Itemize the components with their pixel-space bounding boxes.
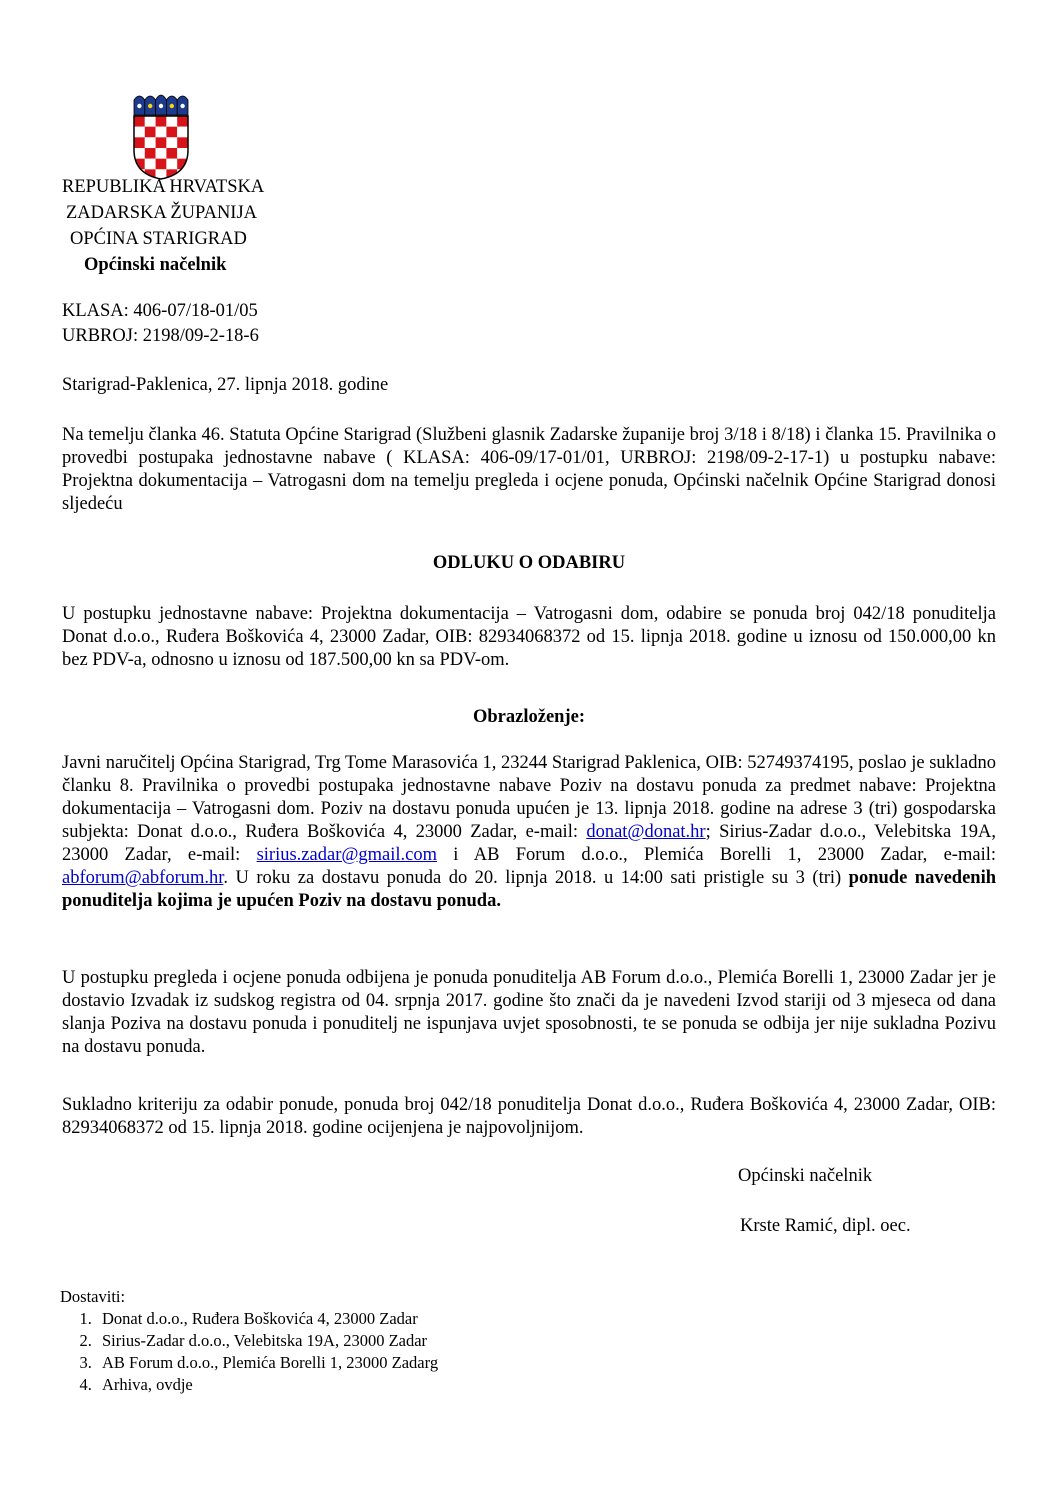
delivery-item: 3. AB Forum d.o.o., Plemića Borelli 1, 23000 Zadarg xyxy=(96,1352,438,1374)
crest-square xyxy=(145,137,156,148)
crest-square xyxy=(156,159,167,170)
intro-paragraph: Na temelju članka 46. Statuta Općine Starigrad (Službeni glasnik Zadarske županije broj 3/18 i 8/18) i članka 15. Pravilnika o provedbi postupaka jednostavne nabave ( KLASA: 406-09/17-01/01, URBROJ: 2198/09-2-17-1) u postupku nabave: Projektna dokumentacija – Vatrogasni dom na temelju pregleda i ocjene ponuda, Općinski načelnik Općine Starigrad donosi sljedeću xyxy=(62,425,996,514)
reasoning-text-4: . U roku za dostavu ponuda do 20. lipnja 2018. u 14:00 sati pristigle su 3 (tri) xyxy=(223,868,849,888)
delivery-item: 1. Donat d.o.o., Ruđera Boškovića 4, 23000 Zadar xyxy=(96,1308,438,1330)
crest-square xyxy=(156,148,167,159)
reasoning-text-2: ; Sirius-Zadar d.o.o., Velebitska 19A, 23000 Zadar, e-mail: xyxy=(62,822,997,865)
header-municipality: OPĆINA STARIGRAD xyxy=(70,229,247,249)
crest-square xyxy=(134,137,145,148)
signature-role: Općinski načelnik xyxy=(738,1166,873,1186)
crest-square xyxy=(145,127,156,138)
delivery-list xyxy=(60,1286,438,1396)
signature-name: Krste Ramić, dipl. oec. xyxy=(740,1216,911,1236)
crest-square xyxy=(166,137,177,148)
delivery-item: 2. Sirius-Zadar d.o.o., Velebitska 19A, 23000 Zadar xyxy=(96,1330,438,1352)
crest-square xyxy=(156,127,167,138)
reasoning-text-5: ponude navedenih ponuditelja kojima je upućen Poziv na dostavu ponuda. xyxy=(62,868,996,911)
crest-square xyxy=(177,127,188,138)
klasa: KLASA: 406-07/18-01/05 xyxy=(62,301,258,321)
crest-square xyxy=(177,148,188,159)
urbroj: URBROJ: 2198/09-2-18-6 xyxy=(62,326,259,346)
crown-emblem xyxy=(148,104,152,108)
crest-square xyxy=(166,116,177,127)
croatian-coat-of-arms-icon xyxy=(130,88,192,180)
crest-square xyxy=(145,148,156,159)
crest-square xyxy=(156,137,167,148)
issuer-header xyxy=(62,176,264,280)
crest-square xyxy=(145,159,156,170)
crown-emblem xyxy=(159,104,163,108)
crest-square xyxy=(134,148,145,159)
crest-square xyxy=(177,116,188,127)
crest-square xyxy=(166,148,177,159)
crown-emblem xyxy=(137,104,141,108)
crest-square xyxy=(145,116,156,127)
reasoning-title: Obrazloženje: xyxy=(473,707,585,727)
header-county: ZADARSKA ŽUPANIJA xyxy=(66,203,258,223)
decision-title: ODLUKU O ODABIRU xyxy=(432,553,626,573)
email-link-donat[interactable]: donat@donat.hr xyxy=(586,822,706,842)
email-link-sirius[interactable]: sirius.zadar@gmail.com xyxy=(256,845,437,865)
crown-emblem xyxy=(170,104,174,108)
email-link-abforum[interactable]: abforum@abforum.hr xyxy=(62,868,224,888)
place-date: Starigrad-Paklenica, 27. lipnja 2018. godine xyxy=(62,375,389,395)
reference-block xyxy=(62,300,259,350)
crest-square xyxy=(134,116,145,127)
reasoning-text-3: i AB Forum d.o.o., Plemića Borelli 1, 23000 Zadar, e-mail: xyxy=(437,845,996,865)
header-office: Općinski načelnik xyxy=(84,255,227,275)
crest-square xyxy=(134,127,145,138)
crest-square xyxy=(166,127,177,138)
decision-paragraph: U postupku jednostavne nabave: Projektna dokumentacija – Vatrogasni dom, odabire se ponuda broj 042/18 ponuditelja Donat d.o.o., Ruđera Boškovića 4, 23000 Zadar, OIB: 82934068372 od 15. lipnja 2018. godine u iznosu od 150.000,00 kn bez PDV-a, odnosno u iznosu od 187.500,00 kn sa PDV-om. xyxy=(62,604,996,670)
crown-emblem xyxy=(180,104,184,108)
conclusion-paragraph: Sukladno kriteriju za odabir ponude, ponuda broj 042/18 ponuditelja Donat d.o.o., Ruđera Boškovića 4, 23000 Zadar, OIB: 82934068372 od 15. lipnja 2018. godine ocijenjena je najpovoljnijom. xyxy=(62,1095,996,1138)
delivery-title: Dostaviti: xyxy=(60,1287,126,1306)
header-republic: REPUBLIKA HRVATSKA xyxy=(62,177,265,197)
crest-square xyxy=(177,137,188,148)
rejection-paragraph: U postupku pregleda i ocjene ponuda odbijena je ponuda ponuditelja AB Forum d.o.o., Plemića Borelli 1, 23000 Zadar jer je dostavio Izvadak iz sudskog registra od 04. srpnja 2017. godine što znači da je navedeni Izvod stariji od 3 mjeseca od dana slanja Poziva na dostavu ponuda i ponuditelj ne ispunjava uvjet sposobnosti, te se ponuda se odbija jer nije sukladna Pozivu na dostavu ponuda. xyxy=(62,968,996,1057)
reasoning-text-1: Javni naručitelj Općina Starigrad, Trg Tome Marasovića 1, 23244 Starigrad Paklenica, OIB: 52749374195, poslao je sukladno članku 8. Pravilnika o provedbi postupaka jednostavne nabave Poziv na dostavu ponuda za predmet nabave: Projektna dokumentacija – Vatrogasni dom. Poziv na dostavu ponuda upućen je 13. lipnja 2018. godine na adrese 3 (tri) gospodarska subjekta: Donat d.o.o., Ruđera Boškovića 4, 23000 Zadar, e-mail: xyxy=(62,753,996,842)
crest-square xyxy=(156,116,167,127)
crest-square xyxy=(166,159,177,170)
delivery-item: 4. Arhiva, ovdje xyxy=(96,1374,438,1396)
reasoning-paragraph xyxy=(62,752,996,913)
